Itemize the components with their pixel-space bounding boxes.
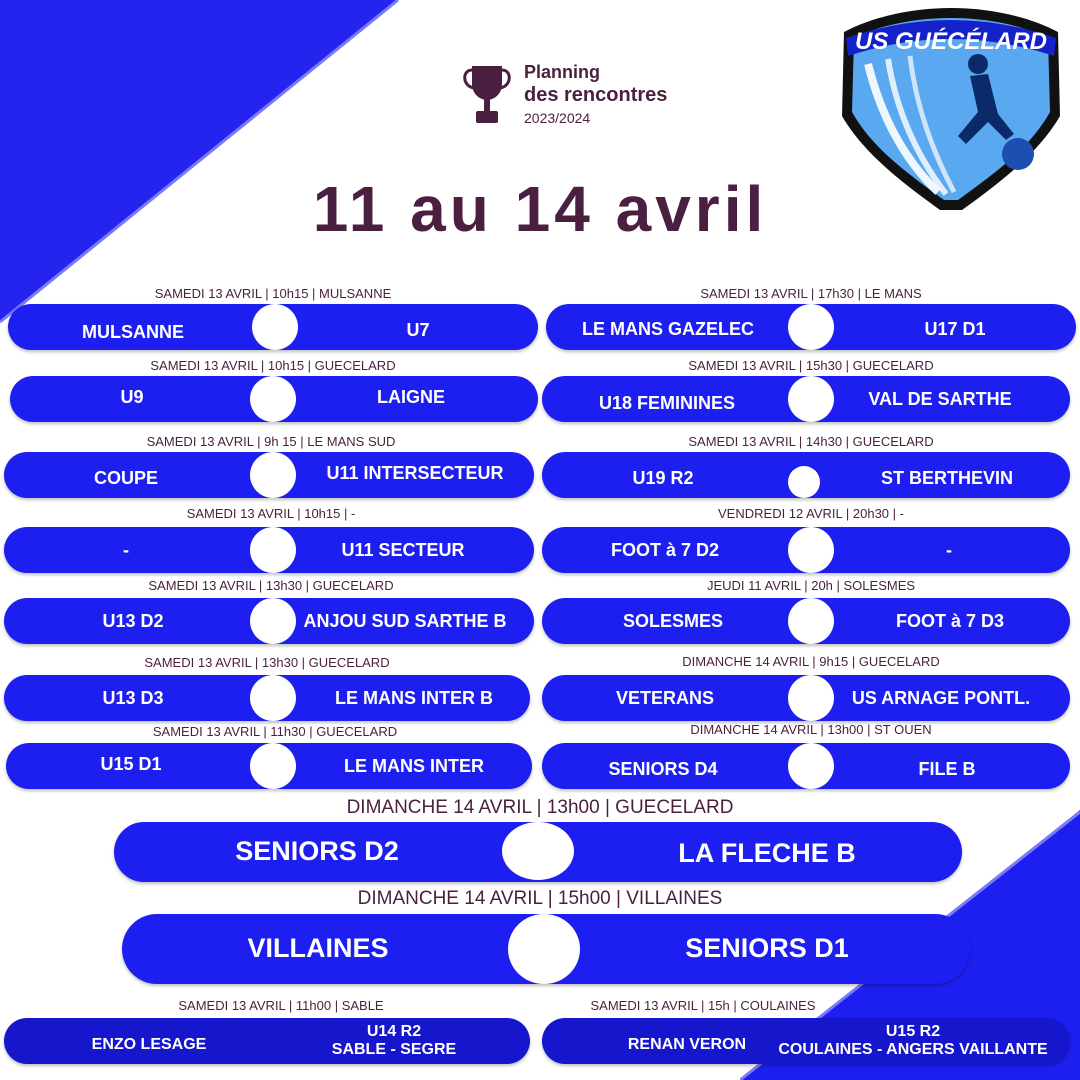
match-pill [6,743,532,789]
header-season: 2023/2024 [524,110,591,126]
away-team: U11 SECTEUR [341,539,465,560]
ball-icon [250,376,296,422]
away-team-line2: COULAINES - ANGERS VAILLANTE [778,1041,1048,1058]
away-team: FILE B [918,758,976,779]
ball-icon [250,743,296,789]
match-pill [4,452,534,498]
away-team: LAIGNE [376,386,445,407]
match-pill [542,527,1070,573]
top-left-triangle [0,0,400,330]
match-info: DIMANCHE 14 AVRIL | 15h00 | VILLAINES [357,888,723,909]
away-team: ANJOU SUD SARTHE B [303,610,507,631]
away-team: U7 [406,319,430,340]
home-team: RENAN VERON [627,1035,747,1053]
ball-icon [788,466,820,498]
home-team: VILLAINES [247,933,389,964]
away-team [274,1018,514,1064]
home-team: U9 [120,386,144,407]
ball-icon [788,598,834,644]
home-team: MULSANNE [82,321,184,342]
away-team: LA FLECHE B [678,838,856,869]
ball-icon [250,527,296,573]
match-info: SAMEDI 13 AVRIL | 14h30 | GUECELARD [688,434,934,449]
away-team: ST BERTHEVIN [880,467,1013,488]
away-team: VAL DE SARTHE [868,388,1012,409]
ball-icon [252,304,298,350]
match-pill [4,1018,530,1064]
ball-icon [788,527,834,573]
match-pill [8,304,538,350]
home-team: ENZO LESAGE [91,1035,207,1053]
home-team: COUPE [93,467,158,488]
match-info: SAMEDI 13 AVRIL | 11h30 | GUECELARD [152,724,398,739]
ball-icon [502,822,574,880]
away-team-line1: U15 R2 [885,1022,941,1040]
page-title: 11 au 14 avril [312,173,768,245]
match-info: SAMEDI 13 AVRIL | 13h30 | GUECELARD [148,578,394,593]
match-pill [542,743,1070,789]
match-pill [122,914,970,984]
away-team: LE MANS INTER B [334,687,493,708]
home-team: U13 D2 [102,610,164,631]
home-team: SENIORS D4 [608,758,718,779]
match-info: SAMEDI 13 AVRIL | 15h | COULAINES [590,998,816,1013]
match-info: SAMEDI 13 AVRIL | 17h30 | LE MANS [700,286,922,301]
match-pill [114,822,962,882]
ball-icon [788,743,834,789]
home-team: - [123,539,129,560]
match-info: SAMEDI 13 AVRIL | 13h30 | GUECELARD [144,655,390,670]
match-info: SAMEDI 13 AVRIL | 10h15 | GUECELARD [150,358,396,373]
planning-header [458,58,718,138]
match-pill [4,527,534,573]
away-team: SENIORS D1 [685,933,849,964]
match-pill [4,598,534,644]
ball-icon [508,914,580,984]
away-team: FOOT à 7 D3 [895,610,1005,631]
ball-icon [250,675,296,721]
home-team: LE MANS GAZELEC [581,318,754,339]
match-info: VENDREDI 12 AVRIL | 20h30 | - [718,506,904,521]
match-pill [542,376,1070,422]
away-team: U17 D1 [924,318,986,339]
away-team: - [946,539,952,560]
home-team: SOLESMES [622,610,724,631]
trophy-icon [458,62,516,126]
ball-icon [250,452,296,498]
ball-icon [788,675,834,721]
home-team: U13 D3 [102,687,164,708]
match-pill [542,1018,1070,1064]
header-line2: des rencontres [524,84,668,106]
header-line1: Planning [524,62,600,82]
logo-text: US GUÉCÉLARD [854,28,1048,55]
home-team: U15 D1 [100,753,162,774]
match-pill [542,452,1070,498]
match-info: SAMEDI 13 AVRIL | 10h15 | - [186,506,356,521]
match-pill [10,376,538,422]
away-team: US ARNAGE PONTL. [851,687,1031,708]
away-team: U11 INTERSECTEUR [326,462,504,483]
match-pill [542,598,1070,644]
ball-icon [250,598,296,644]
match-info: SAMEDI 13 AVRIL | 9h 15 | LE MANS SUD [146,434,396,449]
ball-icon [788,376,834,422]
away-team-line1: U14 R2 [366,1022,422,1040]
ball-icon [788,304,834,350]
match-info: JEUDI 11 AVRIL | 20h | SOLESMES [706,578,916,593]
match-info: DIMANCHE 14 AVRIL | 13h00 | GUECELARD [346,797,734,818]
home-team: FOOT à 7 D2 [610,539,720,560]
away-team: LE MANS INTER [343,755,484,776]
match-info: DIMANCHE 14 AVRIL | 9h15 | GUECELARD [682,654,940,669]
home-team: SENIORS D2 [235,836,399,867]
away-team [768,1018,1058,1064]
match-info: DIMANCHE 14 AVRIL | 13h00 | ST OUEN [690,722,932,737]
match-pill [4,675,530,721]
match-info: SAMEDI 13 AVRIL | 10h15 | MULSANNE [154,286,392,301]
match-pill [546,304,1076,350]
home-team: VETERANS [615,687,714,708]
match-info: SAMEDI 13 AVRIL | 15h30 | GUECELARD [688,358,934,373]
match-info: SAMEDI 13 AVRIL | 11h00 | SABLE [178,998,384,1013]
match-pill [542,675,1070,721]
home-team: U19 R2 [632,467,694,488]
home-team: U18 FEMININES [598,392,736,413]
away-team-line2: SABLE - SEGRE [331,1041,457,1058]
